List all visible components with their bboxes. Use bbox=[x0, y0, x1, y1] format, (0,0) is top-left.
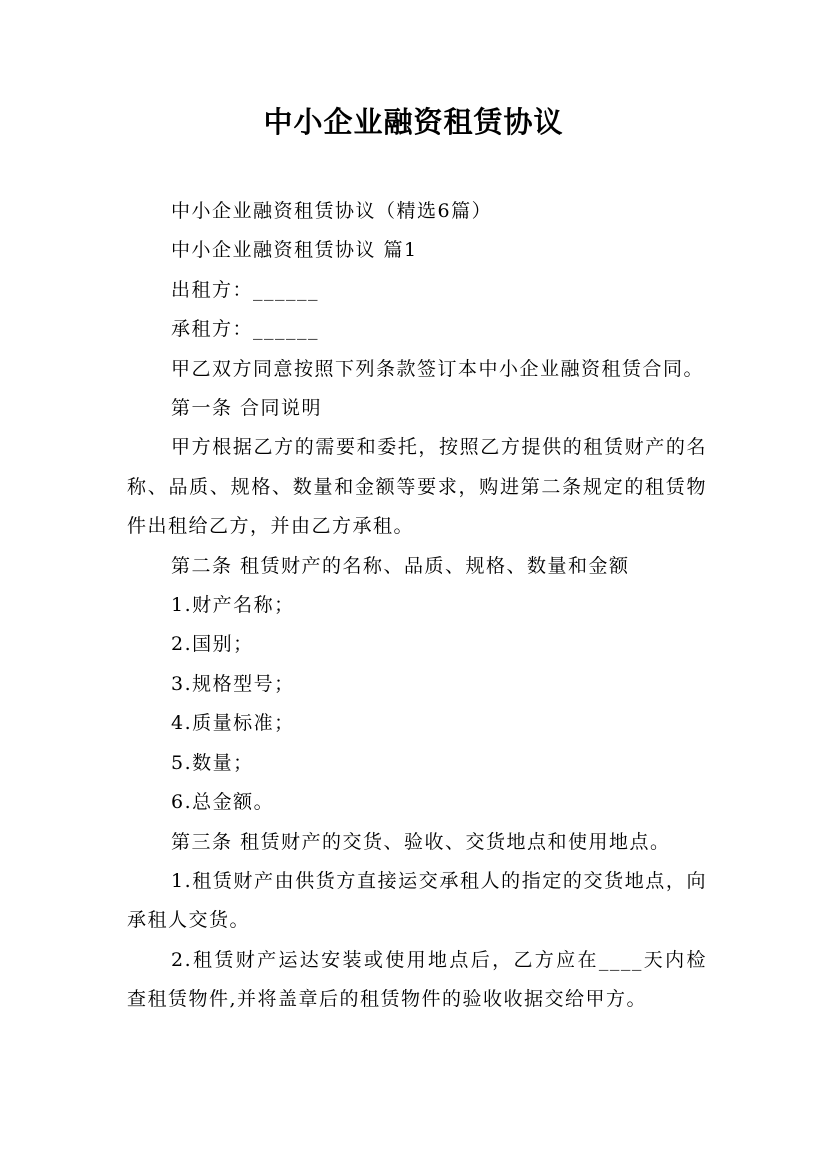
document-body bbox=[127, 192, 707, 1020]
section-heading: 中小企业融资租赁协议 篇1 bbox=[171, 239, 418, 262]
article-2-item: 6.总金额。 bbox=[171, 791, 275, 814]
article-2-heading: 第二条 租赁财产的名称、品质、规格、数量和金额 bbox=[171, 554, 630, 577]
article-2-item: 2.国别； bbox=[171, 633, 254, 656]
article-3-heading: 第三条 租赁财产的交货、验收、交货地点和使用地点。 bbox=[171, 830, 671, 853]
subtitle-paragraph: 中小企业融资租赁协议（精选6篇） bbox=[171, 200, 493, 222]
article-2-item: 1.财产名称； bbox=[171, 594, 295, 617]
article-3-item: 1.租赁财产由供货方直接运交承租人的指定的交货地点，向承租人交货。 bbox=[127, 869, 707, 932]
agreement-intro-paragraph: 甲乙双方同意按照下列条款签订本中小企业融资租赁合同。 bbox=[171, 357, 705, 380]
article-2-item: 4.质量标准； bbox=[171, 712, 295, 735]
article-1-heading: 第一条 合同说明 bbox=[171, 397, 323, 420]
article-1-body: 甲方根据乙方的需要和委托，按照乙方提供的租赁财产的名称、品质、规格、数量和金额等要求，购进第二条规定的租赁物件出租给乙方，并由乙方承租。 bbox=[127, 436, 707, 538]
lessee-field: 承租方：______ bbox=[171, 318, 320, 341]
article-2-item: 3.规格型号； bbox=[171, 672, 295, 695]
lessor-field: 出租方：______ bbox=[171, 278, 320, 301]
article-2-item: 5.数量； bbox=[171, 751, 254, 774]
document-title: 中小企业融资租赁协议 bbox=[263, 105, 564, 139]
article-3-item: 2.租赁财产运达安装或使用地点后，乙方应在____天内检查租赁物件,并将盖章后的租赁物件的验收收据交给甲方。 bbox=[127, 948, 707, 1011]
